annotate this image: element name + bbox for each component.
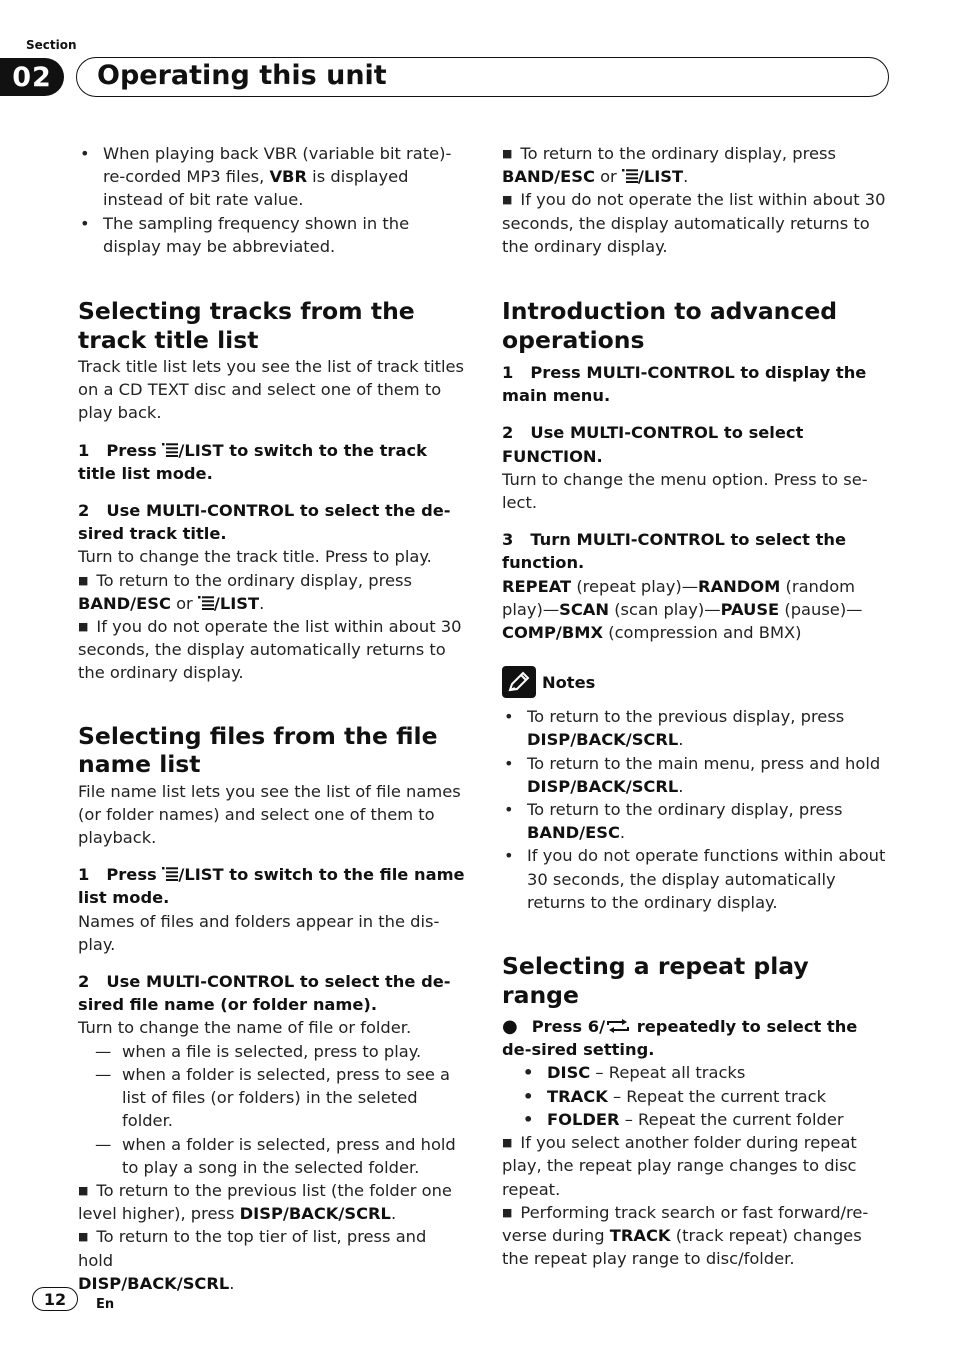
function-list: REPEAT (repeat play)—RANDOM (random play)—SCAN (scan play)—PAUSE (pause)—COMP/BMX (compression and BMX) — [502, 576, 863, 643]
note: ■ To return to the ordinary display, press BAND/ESC or /LIST. — [78, 570, 412, 613]
list-icon — [162, 443, 178, 457]
language-code: En — [96, 1297, 115, 1312]
page-number: 12 — [32, 1287, 78, 1311]
note: ■ To return to the top tier of list, press and hold DISP/BACK/SCRL. — [78, 1227, 427, 1293]
note: ■ To return to the ordinary display, press BAND/ESC or /LIST. — [502, 144, 836, 187]
list-item: • To return to the main menu, press and hold DISP/BACK/SCRL. — [502, 752, 888, 798]
paragraph: Names of files and folders appear in the dis-play. — [78, 911, 440, 954]
list-item: • DISC – Repeat all tracks — [502, 1061, 888, 1084]
list-item: — when a folder is selected, press to see a list of files (or folders) in the seleted folder. — [78, 1063, 466, 1133]
list-item: • To return to the ordinary display, press BAND/ESC. — [502, 798, 888, 844]
step-heading: ● Press 6/ repeatedly to select the de-sired setting. — [502, 1016, 858, 1060]
notes-header — [502, 666, 888, 698]
page-title: Operating this unit — [97, 60, 387, 91]
list-item: • When playing back VBR (variable bit rate)-re-corded MP3 files, VBR is displayed instead of bit rate value. — [78, 142, 466, 212]
list-item: • To return to the previous display, press DISP/BACK/SCRL. — [502, 705, 888, 751]
list-icon — [162, 867, 178, 881]
step-heading: 2 Use MULTI-CONTROL to select the de-sired track title. — [78, 501, 451, 544]
section-heading-file-list: Selecting files from the file name list — [78, 721, 438, 779]
paragraph: Turn to change the track title. Press to play. — [78, 547, 432, 567]
step-heading: 1 Press /LIST to switch to the file name list mode. — [78, 865, 465, 908]
step-heading: 3 Turn MULTI-CONTROL to select the function. — [502, 530, 847, 573]
right-column — [502, 142, 888, 1270]
note: ■ Performing track search or fast forward/re-verse during TRACK (track repeat) changes the repeat play range to disc/folder. — [502, 1202, 869, 1269]
section-number-badge: 02 — [0, 58, 64, 96]
paragraph: Turn to change the menu option. Press to se-lect. — [502, 469, 868, 513]
paragraph: File name list lets you see the list of file names (or folder names) and select one of them to playback. — [78, 781, 461, 848]
note: ■ To return to the previous list (the folder one level higher), press DISP/BACK/SCRL. — [78, 1180, 452, 1224]
section-label: Section — [26, 38, 77, 52]
paragraph: Track title list lets you see the list of track titles on a CD TEXT disc and select one of them to play back. — [78, 357, 465, 423]
note: ■ If you do not operate the list within about 30 seconds, the display automatically returns to the ordinary display. — [78, 617, 462, 683]
list-item: • FOLDER – Repeat the current folder — [502, 1108, 888, 1131]
list-item: • TRACK – Repeat the current track — [502, 1085, 888, 1108]
list-icon — [198, 596, 214, 610]
step-heading: 2 Use MULTI-CONTROL to select the de-sired file name (or folder name). — [78, 972, 451, 1015]
list-icon — [622, 169, 638, 183]
list-item: — when a file is selected, press to play. — [78, 1040, 466, 1063]
section-heading-track-list: Selecting tracks from the track title list — [78, 297, 415, 354]
list-item: — when a folder is selected, press and hold to play a song in the selected folder. — [78, 1133, 466, 1179]
left-column — [78, 142, 466, 1295]
note: ■ If you do not operate the list within about 30 seconds, the display automatically returns to the ordinary display. — [502, 190, 886, 256]
step-heading: 1 Press /LIST to switch to the track title list mode. — [78, 440, 427, 483]
repeat-icon — [605, 1019, 631, 1033]
list-item: • If you do not operate functions within about 30 seconds, the display automatically returns to the ordinary display. — [502, 844, 888, 914]
section-heading-repeat: Selecting a repeat play range — [502, 952, 809, 1009]
pencil-icon — [502, 666, 536, 698]
list-item: • The sampling frequency shown in the display may be abbreviated. — [78, 212, 466, 258]
paragraph: Turn to change the name of file or folder. — [78, 1018, 412, 1038]
section-heading-advanced: Introduction to advanced operations — [502, 297, 838, 354]
step-heading: 1 Press MULTI-CONTROL to display the main menu. — [502, 363, 867, 406]
note: ■ If you select another folder during repeat play, the repeat play range changes to disc repeat. — [502, 1133, 857, 1199]
notes-label: Notes — [542, 672, 596, 692]
step-heading: 2 Use MULTI-CONTROL to select FUNCTION. — [502, 423, 804, 466]
